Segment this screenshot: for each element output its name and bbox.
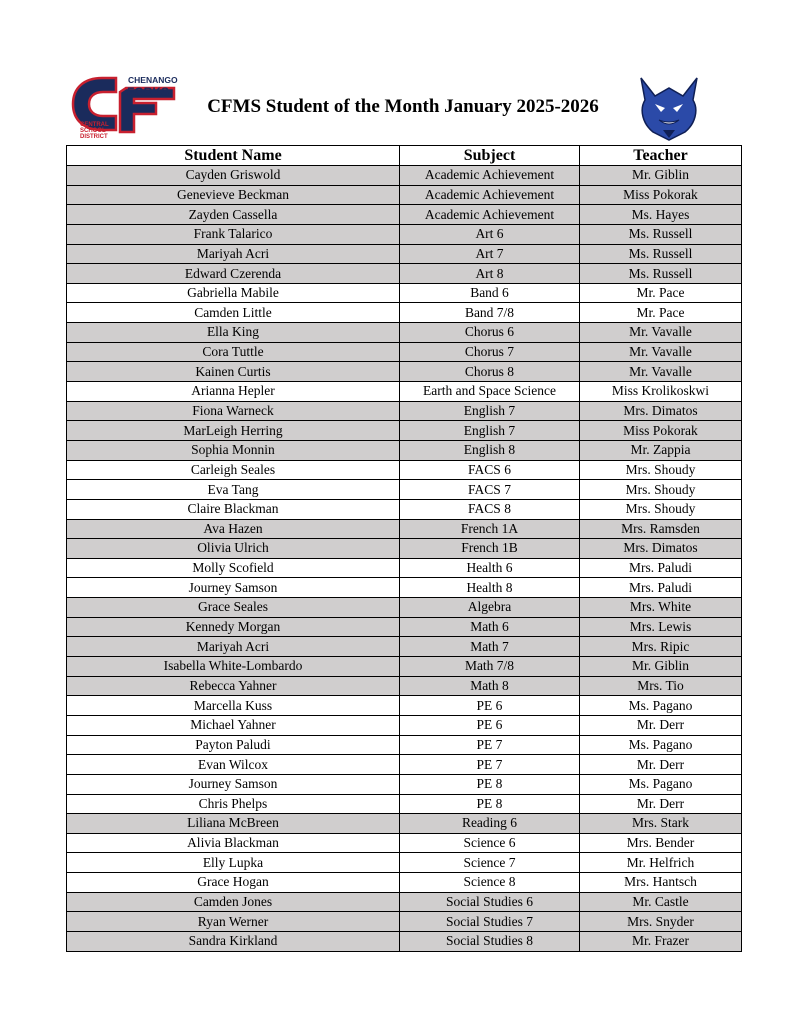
subject-cell: Health 6 [400,558,580,578]
teacher-cell: Mr. Vavalle [580,362,742,382]
subject-cell: Chorus 7 [400,342,580,362]
teacher-cell: Mr. Vavalle [580,342,742,362]
student-name-cell: Kainen Curtis [67,362,400,382]
teacher-cell: Mrs. Shoudy [580,499,742,519]
table-row [67,264,742,284]
teacher-cell: Mrs. Hantsch [580,873,742,893]
table-row [67,833,742,853]
table-row [67,303,742,323]
table-row [67,440,742,460]
student-name-cell: Zayden Cassella [67,205,400,225]
table-row [67,892,742,912]
student-name-cell: Journey Samson [67,774,400,794]
table-row [67,735,742,755]
teacher-cell: Ms. Pagano [580,696,742,716]
subject-cell: FACS 8 [400,499,580,519]
student-name-cell: Payton Paludi [67,735,400,755]
subject-cell: Chorus 8 [400,362,580,382]
teacher-cell: Mr. Pace [580,303,742,323]
teacher-cell: Mrs. Dimatos [580,401,742,421]
teacher-cell: Ms. Russell [580,224,742,244]
subject-cell: Math 8 [400,676,580,696]
table-row [67,853,742,873]
subject-cell: English 7 [400,401,580,421]
table-row [67,421,742,441]
subject-cell: French 1B [400,539,580,559]
student-name-cell: MarLeigh Herring [67,421,400,441]
subject-cell: Academic Achievement [400,185,580,205]
student-name-cell: Arianna Hepler [67,382,400,402]
student-name-cell: Michael Yahner [67,715,400,735]
teacher-cell: Mr. Giblin [580,657,742,677]
student-name-cell: Isabella White-Lombardo [67,657,400,677]
teacher-cell: Ms. Hayes [580,205,742,225]
page-header [0,0,806,146]
column-header-teacher: Teacher [580,146,742,166]
student-name-cell: Genevieve Beckman [67,185,400,205]
table-row [67,774,742,794]
subject-cell: Art 8 [400,264,580,284]
table-row [67,323,742,343]
subject-cell: Art 7 [400,244,580,264]
student-name-cell: Chris Phelps [67,794,400,814]
teacher-cell: Mr. Frazer [580,931,742,951]
blue-devil-mascot-icon [633,74,705,142]
subject-cell: English 7 [400,421,580,441]
teacher-cell: Mrs. Shoudy [580,460,742,480]
teacher-cell: Mrs. Ramsden [580,519,742,539]
subject-cell: PE 7 [400,755,580,775]
teacher-cell: Mrs. Shoudy [580,480,742,500]
teacher-cell: Mr. Derr [580,755,742,775]
subject-cell: Math 7 [400,637,580,657]
table-row [67,617,742,637]
table-row [67,539,742,559]
logo-district-line-1: CENTRAL [80,122,109,128]
student-name-cell: Camden Jones [67,892,400,912]
table-row [67,382,742,402]
student-name-cell: Grace Seales [67,598,400,618]
teacher-cell: Mrs. Snyder [580,912,742,932]
logo-word-chenango: CHENANGO [128,75,178,85]
teacher-cell: Mr. Derr [580,715,742,735]
subject-cell: PE 8 [400,794,580,814]
subject-cell: Chorus 6 [400,323,580,343]
student-name-cell: Claire Blackman [67,499,400,519]
subject-cell: Band 6 [400,283,580,303]
subject-cell: Art 6 [400,224,580,244]
student-name-cell: Mariyah Acri [67,244,400,264]
teacher-cell: Mrs. Stark [580,814,742,834]
student-name-cell: Rebecca Yahner [67,676,400,696]
student-name-cell: Alivia Blackman [67,833,400,853]
subject-cell: Social Studies 6 [400,892,580,912]
student-name-cell: Edward Czerenda [67,264,400,284]
student-name-cell: Olivia Ulrich [67,539,400,559]
teacher-cell: Mr. Pace [580,283,742,303]
student-name-cell: Marcella Kuss [67,696,400,716]
teacher-cell: Mrs. Ripic [580,637,742,657]
table-row [67,244,742,264]
table-row [67,362,742,382]
teacher-cell: Mr. Helfrich [580,853,742,873]
student-name-cell: Gabriella Mabile [67,283,400,303]
table-row [67,205,742,225]
subject-cell: Academic Achievement [400,166,580,186]
page-title: CFMS Student of the Month January 2025-2026 [207,96,599,117]
student-name-cell: Frank Talarico [67,224,400,244]
table-row [67,185,742,205]
teacher-cell: Mrs. White [580,598,742,618]
student-name-cell: Mariyah Acri [67,637,400,657]
student-name-cell: Molly Scofield [67,558,400,578]
teacher-cell: Ms. Pagano [580,774,742,794]
student-name-cell: Sandra Kirkland [67,931,400,951]
subject-cell: French 1A [400,519,580,539]
subject-cell: Social Studies 7 [400,912,580,932]
student-name-cell: Ava Hazen [67,519,400,539]
teacher-cell: Mr. Zappia [580,440,742,460]
teacher-cell: Miss Krolikoskwi [580,382,742,402]
subject-cell: Reading 6 [400,814,580,834]
subject-cell: PE 6 [400,696,580,716]
student-name-cell: Journey Samson [67,578,400,598]
table-row [67,794,742,814]
student-name-cell: Camden Little [67,303,400,323]
teacher-cell: Ms. Russell [580,244,742,264]
student-name-cell: Elly Lupka [67,853,400,873]
teacher-cell: Ms. Pagano [580,735,742,755]
table-row [67,755,742,775]
table-row [67,873,742,893]
subject-cell: Science 6 [400,833,580,853]
teacher-cell: Mr. Giblin [580,166,742,186]
table-row [67,676,742,696]
teacher-cell: Mr. Vavalle [580,323,742,343]
column-header-student-name: Student Name [67,146,400,166]
table-row [67,460,742,480]
subject-cell: PE 7 [400,735,580,755]
student-name-cell: Sophia Monnin [67,440,400,460]
teacher-cell: Miss Pokorak [580,421,742,441]
teacher-cell: Mr. Castle [580,892,742,912]
table-header-row [67,146,742,166]
table-row [67,401,742,421]
table-row [67,480,742,500]
teacher-cell: Ms. Russell [580,264,742,284]
chenango-forks-logo [70,74,182,140]
table-row [67,578,742,598]
teacher-cell: Mrs. Paludi [580,578,742,598]
table-row [67,166,742,186]
table-row [67,558,742,578]
student-name-cell: Kennedy Morgan [67,617,400,637]
table-row [67,637,742,657]
table-body [67,166,742,952]
student-name-cell: Eva Tang [67,480,400,500]
table-row [67,715,742,735]
student-name-cell: Ryan Werner [67,912,400,932]
logo-district-line-2: SCHOOL [80,128,106,134]
teacher-cell: Miss Pokorak [580,185,742,205]
student-name-cell: Grace Hogan [67,873,400,893]
subject-cell: FACS 6 [400,460,580,480]
table-row [67,696,742,716]
teacher-cell: Mr. Derr [580,794,742,814]
subject-cell: FACS 7 [400,480,580,500]
student-name-cell: Evan Wilcox [67,755,400,775]
table-row [67,598,742,618]
subject-cell: Health 8 [400,578,580,598]
table-row [67,224,742,244]
table-row [67,519,742,539]
teacher-cell: Mrs. Bender [580,833,742,853]
subject-cell: Math 6 [400,617,580,637]
subject-cell: Academic Achievement [400,205,580,225]
student-name-cell: Cora Tuttle [67,342,400,362]
subject-cell: Social Studies 8 [400,931,580,951]
column-header-subject: Subject [400,146,580,166]
logo-district-line-3: DISTRICT [80,134,108,140]
subject-cell: Science 7 [400,853,580,873]
table-row [67,931,742,951]
student-name-cell: Fiona Warneck [67,401,400,421]
teacher-cell: Mrs. Tio [580,676,742,696]
student-name-cell: Cayden Griswold [67,166,400,186]
teacher-cell: Mrs. Dimatos [580,539,742,559]
teacher-cell: Mrs. Lewis [580,617,742,637]
subject-cell: Band 7/8 [400,303,580,323]
subject-cell: Math 7/8 [400,657,580,677]
table-row [67,912,742,932]
subject-cell: Earth and Space Science [400,382,580,402]
subject-cell: PE 6 [400,715,580,735]
subject-cell: English 8 [400,440,580,460]
student-of-month-table [66,145,742,952]
table-row [67,657,742,677]
student-name-cell: Ella King [67,323,400,343]
subject-cell: PE 8 [400,774,580,794]
student-name-cell: Carleigh Seales [67,460,400,480]
logo-word-forks: FORKS [127,85,169,99]
subject-cell: Algebra [400,598,580,618]
table-row [67,499,742,519]
table-row [67,283,742,303]
table-row [67,342,742,362]
table-row [67,814,742,834]
teacher-cell: Mrs. Paludi [580,558,742,578]
student-name-cell: Liliana McBreen [67,814,400,834]
subject-cell: Science 8 [400,873,580,893]
